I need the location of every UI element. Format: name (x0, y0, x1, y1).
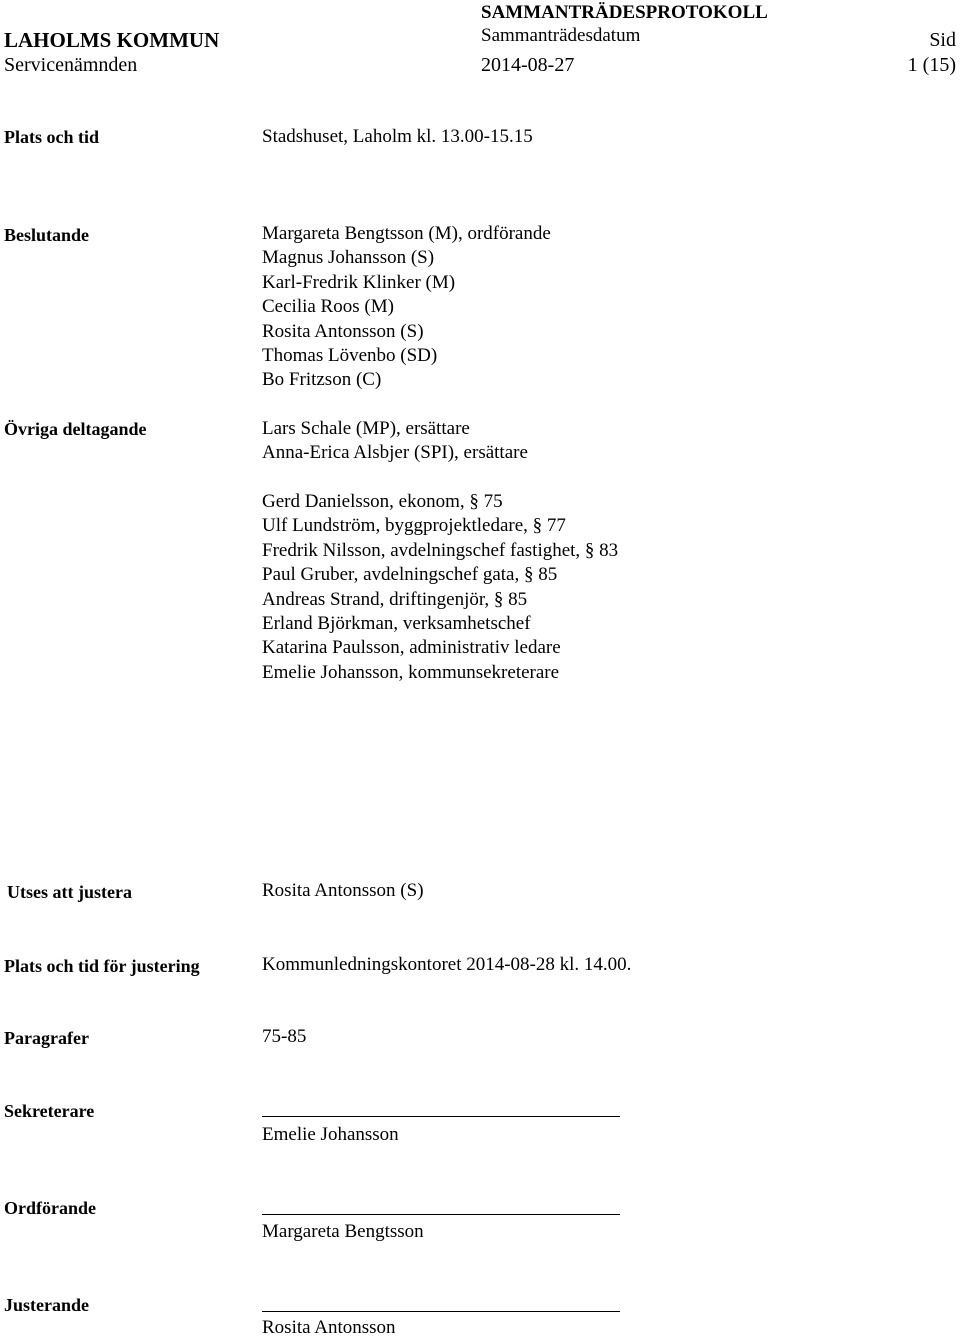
list-item: Andreas Strand, driftingenjör, § 85 (262, 588, 528, 610)
department-name: Servicenämnden (4, 54, 138, 76)
list-item: Margareta Bengtsson (M), ordförande (262, 223, 551, 244)
adjustment-label: Plats och tid för justering (4, 956, 200, 976)
place-time-value: Stadshuset, Laholm kl. 13.00-15.15 (262, 126, 533, 147)
chair-name: Margareta Bengtsson (262, 1221, 424, 1242)
decision-makers-label: Beslutande (4, 225, 90, 245)
adjuster-value: Rosita Antonsson (S) (262, 880, 424, 901)
page-label: Sid (929, 29, 956, 51)
page-number: 1 (15) (907, 54, 956, 76)
decision-makers-list (262, 222, 551, 393)
secretary-signature-line (262, 1116, 620, 1117)
organization-name: LAHOLMS KOMMUN (4, 28, 220, 52)
adjuster-signature-label: Justerande (4, 1295, 89, 1315)
list-item: Erland Björkman, verksamhetschef (262, 613, 531, 635)
adjustment-value: Kommunledningskontoret 2014-08-28 kl. 14.00. (262, 954, 632, 975)
secretary-name: Emelie Johansson (262, 1124, 399, 1145)
list-item: Magnus Johansson (S) (262, 247, 435, 269)
chair-label: Ordförande (4, 1198, 96, 1218)
list-item: Karl-Fredrik Klinker (M) (262, 271, 456, 293)
chair-signature-line (262, 1214, 620, 1215)
place-time-label: Plats och tid (4, 127, 100, 147)
sections-label: Paragrafer (4, 1028, 89, 1048)
list-item: Ulf Lundström, byggprojektledare, § 77 (262, 515, 566, 537)
substitutes-list (262, 417, 528, 466)
list-item: Cecilia Roos (M) (262, 296, 394, 318)
list-item: Katarina Paulsson, administrativ ledare (262, 637, 561, 659)
list-item: Emelie Johansson, kommunsekreterare (262, 661, 560, 683)
list-item: Paul Gruber, avdelningschef gata, § 85 (262, 564, 558, 586)
list-item: Anna-Erica Alsbjer (SPI), ersättare (262, 442, 528, 464)
list-item: Lars Schale (MP), ersättare (262, 418, 470, 439)
list-item: Bo Fritzson (C) (262, 369, 382, 391)
meeting-date-label: Sammanträdesdatum (481, 25, 641, 46)
adjuster-signature-name: Rosita Antonsson (262, 1317, 396, 1338)
adjuster-signature-line (262, 1311, 620, 1312)
secretary-label: Sekreterare (4, 1101, 95, 1121)
document-type: SAMMANTRÄDESPROTOKOLL (481, 2, 768, 23)
officials-list (262, 490, 618, 685)
other-participants-label: Övriga deltagande (4, 419, 147, 439)
adjuster-label: Utses att justera (7, 882, 132, 902)
sections-value: 75-85 (262, 1026, 307, 1047)
list-item: Fredrik Nilsson, avdelningschef fastighet, § 83 (262, 539, 619, 561)
list-item: Thomas Lövenbo (SD) (262, 345, 438, 367)
meeting-date: 2014-08-27 (481, 54, 575, 76)
list-item: Gerd Danielsson, ekonom, § 75 (262, 491, 503, 512)
list-item: Rosita Antonsson (S) (262, 320, 424, 342)
